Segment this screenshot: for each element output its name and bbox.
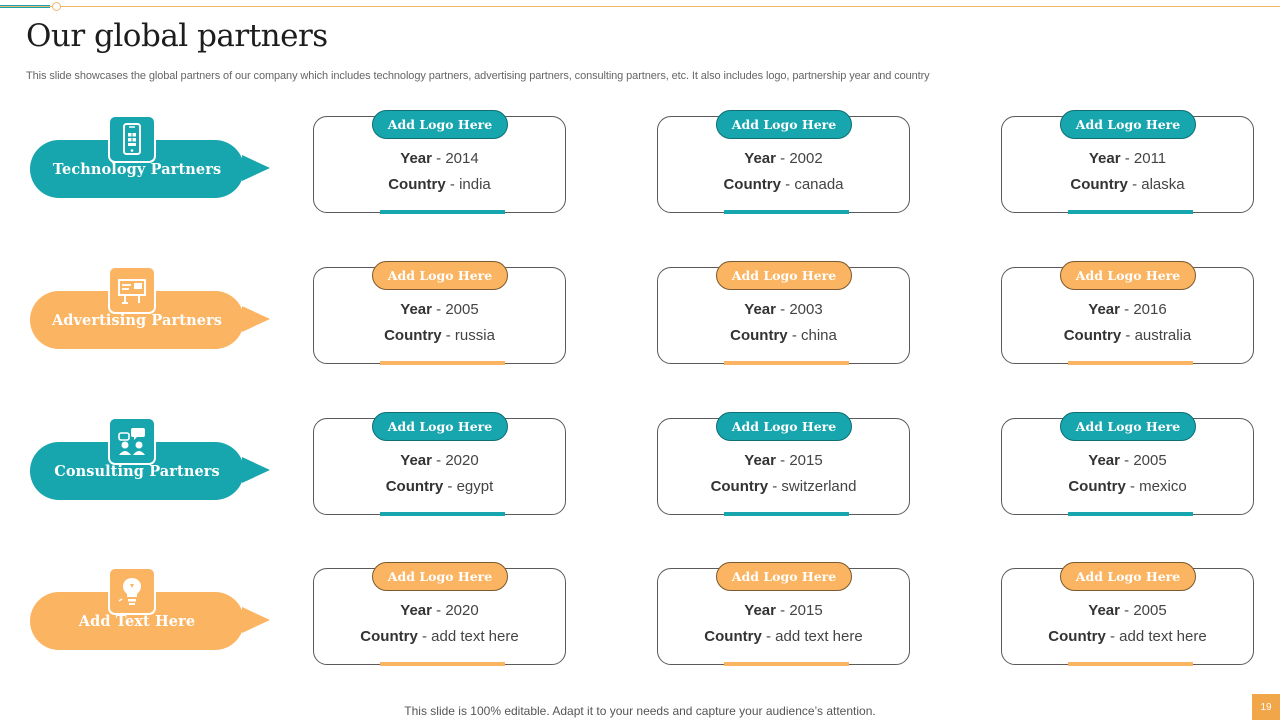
add-logo-badge[interactable] [372, 412, 508, 441]
arrow-right-icon [242, 457, 270, 483]
year-label: Year [1088, 150, 1121, 167]
billboard-icon [110, 268, 154, 312]
partner-card [313, 267, 566, 364]
top-divider-line [0, 6, 1280, 7]
card-accent-bar [724, 662, 849, 666]
separator: - [1120, 150, 1134, 167]
separator: - [775, 602, 790, 619]
year-label: Year [744, 150, 776, 167]
year-line [744, 301, 822, 318]
separator: - [1119, 301, 1134, 318]
badge-label: Add Logo Here [731, 569, 837, 584]
year-line [1089, 150, 1166, 167]
separator: - [787, 327, 801, 344]
year-value: 2014 [445, 150, 479, 167]
year-label: Year [400, 452, 432, 469]
separator: - [431, 452, 446, 469]
separator: - [775, 452, 790, 469]
add-logo-badge[interactable] [372, 562, 508, 591]
partner-card [657, 418, 910, 515]
year-line [400, 150, 478, 167]
separator: - [761, 628, 776, 645]
card-accent-bar [724, 512, 849, 516]
partner-card [313, 568, 566, 665]
add-logo-badge[interactable] [1060, 261, 1196, 290]
country-line [1068, 478, 1186, 495]
year-label: Year [400, 602, 432, 619]
category-label: Add Text Here [78, 612, 196, 630]
country-label: Country [723, 176, 781, 193]
add-logo-badge[interactable] [1060, 110, 1196, 139]
separator: - [445, 176, 460, 193]
separator: - [775, 301, 790, 318]
year-label: Year [400, 301, 432, 318]
separator: - [768, 478, 782, 495]
country-line [704, 628, 862, 645]
country-label: Country [1070, 176, 1128, 193]
badge-label: Add Logo Here [1075, 117, 1181, 132]
card-accent-bar [1068, 210, 1193, 214]
country-label: Country [710, 478, 769, 495]
country-value: australia [1134, 327, 1192, 344]
year-line [400, 452, 478, 469]
year-line [400, 602, 478, 619]
country-label: Country [704, 628, 762, 645]
separator: - [1127, 176, 1142, 193]
separator: - [443, 478, 457, 495]
lightbulb-icon [110, 569, 154, 613]
card-accent-bar [380, 512, 505, 516]
badge-label: Add Logo Here [731, 117, 837, 132]
country-label: Country [1068, 478, 1126, 495]
arrow-right-icon [242, 306, 270, 332]
country-label: Country [384, 327, 442, 344]
card-accent-bar [1068, 361, 1193, 365]
year-value: 2005 [445, 301, 479, 318]
partner-row-technology [0, 110, 1280, 220]
category-label: Advertising Partners [51, 311, 223, 329]
card-accent-bar [380, 361, 505, 365]
country-value: russia [454, 327, 495, 344]
year-line [744, 602, 822, 619]
country-label: Country [360, 628, 418, 645]
add-logo-badge[interactable] [1060, 412, 1196, 441]
country-value: mexico [1139, 478, 1187, 495]
add-logo-badge[interactable] [372, 261, 508, 290]
year-value: 2020 [445, 602, 479, 619]
card-accent-bar [380, 662, 505, 666]
separator: - [1119, 602, 1134, 619]
year-line [1088, 301, 1166, 318]
partner-card [657, 116, 910, 213]
country-label: Country [385, 478, 444, 495]
country-value: add text here [431, 628, 519, 645]
category-label: Technology Partners [52, 160, 222, 178]
year-value: 2005 [1133, 452, 1167, 469]
partner-card [1001, 116, 1254, 213]
card-accent-bar [724, 361, 849, 365]
country-value: india [459, 176, 491, 193]
badge-label: Add Logo Here [387, 268, 493, 283]
year-line [744, 150, 822, 167]
country-label: Country [388, 176, 446, 193]
slide-title: Our global partners [26, 18, 328, 54]
separator: - [1121, 327, 1135, 344]
badge-label: Add Logo Here [1075, 268, 1181, 283]
country-line [1048, 628, 1206, 645]
year-value: 2015 [789, 602, 823, 619]
country-label: Country [730, 327, 788, 344]
badge-label: Add Logo Here [387, 569, 493, 584]
partner-card [1001, 568, 1254, 665]
year-value: 2011 [1133, 150, 1167, 167]
country-label: Country [1063, 327, 1122, 344]
year-line [400, 301, 478, 318]
mobile-app-icon [110, 117, 154, 161]
year-value: 2016 [1133, 301, 1167, 318]
year-label: Year [400, 150, 432, 167]
add-logo-badge[interactable] [1060, 562, 1196, 591]
year-label: Year [744, 602, 776, 619]
separator: - [417, 628, 432, 645]
country-line [1064, 327, 1192, 344]
separator: - [1105, 628, 1120, 645]
badge-label: Add Logo Here [387, 419, 493, 434]
card-accent-bar [1068, 662, 1193, 666]
add-logo-badge[interactable] [716, 110, 852, 139]
country-value: add text here [1119, 628, 1207, 645]
year-line [1088, 602, 1166, 619]
partner-card [313, 116, 566, 213]
slide-footer: This slide is 100% editable. Adapt it to your needs and capture your audience’s attention. [404, 704, 876, 718]
badge-label: Add Logo Here [731, 419, 837, 434]
arrow-right-icon [242, 607, 270, 633]
badge-label: Add Logo Here [1075, 419, 1181, 434]
year-value: 2003 [789, 301, 823, 318]
separator: - [431, 602, 446, 619]
year-label: Year [1088, 301, 1120, 318]
partner-card [1001, 267, 1254, 364]
separator: - [431, 301, 446, 318]
separator: - [780, 176, 795, 193]
arrow-right-icon [242, 155, 270, 181]
partner-card [1001, 418, 1254, 515]
add-logo-badge[interactable] [716, 261, 852, 290]
partner-card [657, 267, 910, 364]
country-value: canada [794, 176, 844, 193]
partner-card [657, 568, 910, 665]
partner-row-advertising [0, 261, 1280, 371]
country-line [711, 478, 857, 495]
country-line [360, 628, 518, 645]
country-line [723, 176, 843, 193]
country-line [384, 327, 495, 344]
country-value: add text here [775, 628, 863, 645]
country-line [388, 176, 491, 193]
year-line [1088, 452, 1166, 469]
add-logo-badge[interactable] [372, 110, 508, 139]
year-label: Year [1088, 602, 1120, 619]
partner-row-consulting [0, 412, 1280, 522]
consulting-people-icon [110, 419, 154, 463]
separator: - [441, 327, 455, 344]
year-value: 2002 [789, 150, 823, 167]
partner-row-custom [0, 562, 1280, 672]
year-label: Year [744, 301, 776, 318]
separator: - [1125, 478, 1140, 495]
year-line [744, 452, 822, 469]
country-label: Country [1048, 628, 1106, 645]
separator: - [775, 150, 790, 167]
badge-label: Add Logo Here [1075, 569, 1181, 584]
year-value: 2005 [1133, 602, 1167, 619]
country-value: alaska [1141, 176, 1185, 193]
slide-subtitle: This slide showcases the global partners of our company which includes technology partners, advertising partners, consulting partners, etc. It also includes logo, partnership year and country [26, 70, 930, 82]
country-value: switzerland [781, 478, 857, 495]
add-logo-badge[interactable] [716, 562, 852, 591]
badge-label: Add Logo Here [731, 268, 837, 283]
country-value: egypt [456, 478, 494, 495]
category-label: Consulting Partners [54, 462, 220, 480]
card-accent-bar [1068, 512, 1193, 516]
page-number: 19 [1252, 694, 1280, 720]
partner-card [313, 418, 566, 515]
year-label: Year [1088, 452, 1120, 469]
year-value: 2015 [789, 452, 823, 469]
country-line [1070, 176, 1184, 193]
card-accent-bar [380, 210, 505, 214]
separator: - [431, 150, 446, 167]
badge-label: Add Logo Here [387, 117, 493, 132]
add-logo-badge[interactable] [716, 412, 852, 441]
country-value: china [800, 327, 837, 344]
card-accent-bar [724, 210, 849, 214]
top-divider-dot [52, 2, 61, 11]
year-value: 2020 [445, 452, 479, 469]
country-line [386, 478, 494, 495]
separator: - [1119, 452, 1134, 469]
country-line [730, 327, 837, 344]
year-label: Year [744, 452, 776, 469]
